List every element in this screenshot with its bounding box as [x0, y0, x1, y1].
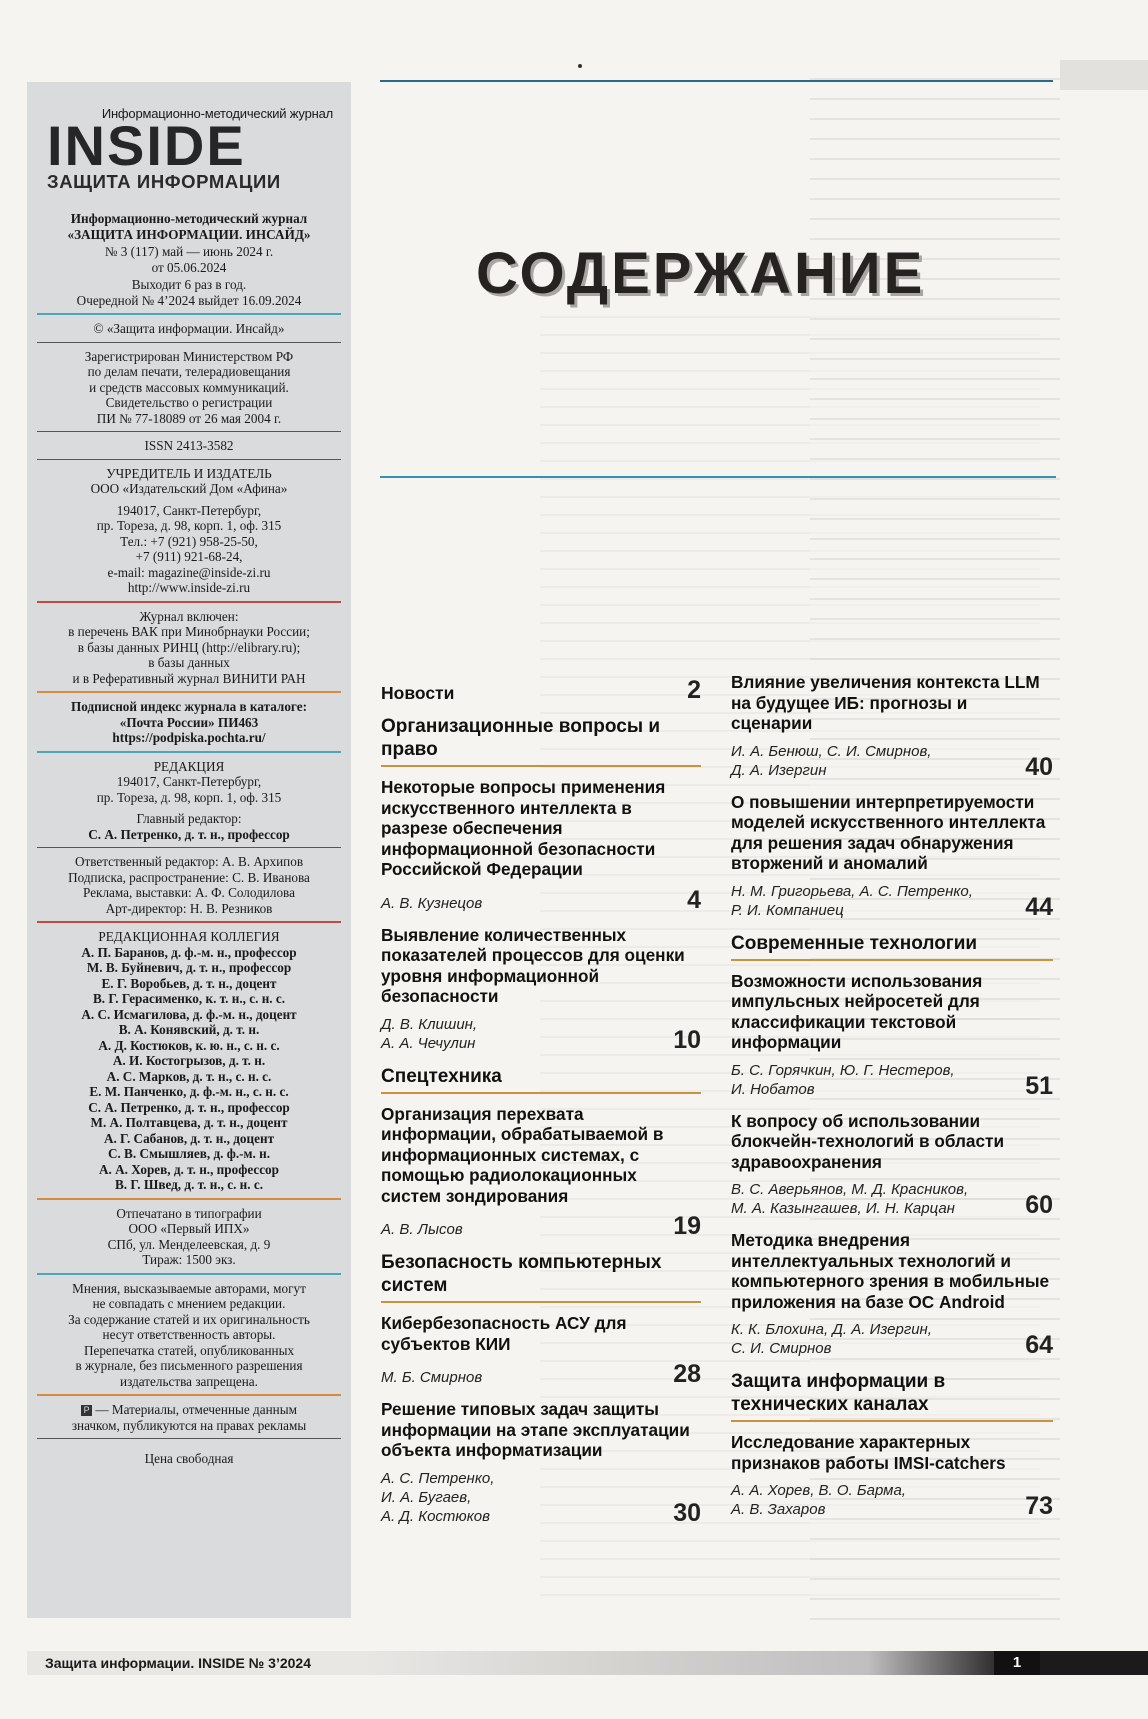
article-authors: А. А. Хорев, В. О. Барма, А. В. Захаров [731, 1482, 906, 1518]
article-title: К вопросу об использовании блокчейн-технологий в области здравоохранения [731, 1110, 1005, 1172]
separator [37, 691, 341, 693]
toc-entry[interactable] [731, 1432, 1053, 1519]
separator [37, 847, 341, 848]
advertising-icon: Р [81, 1405, 92, 1416]
toc-entry[interactable] [731, 971, 1053, 1099]
journal-logo: INSIDE [47, 114, 246, 177]
section-heading: Защита информации в технических каналах [731, 1370, 1053, 1422]
article-authors: Б. С. Горячкин, Ю. Г. Нестеров, И. Нобатов [731, 1061, 955, 1098]
masthead-sidebar: Информационно-методический журнал INSIDE ЗАЩИТА ИНФОРМАЦИИ Информационно-методический журнал «ЗАЩИТА ИНФОРМАЦИИ. ИНСАЙД» № 3 (117) май — июнь 2024 г. от 05.06.2024 Выходит 6 раз в год. Очередной № 4’2024 выйдет 16.09.2024 © «Защита информации. Инсайд» Зарегистрирован Министерством РФ по делам печати, телерадиовещания и средств массовых коммуникаций. Свидетельство о регистрации ПИ № 77-18089 от 26 мая 2004 г. ISSN 2413-3582 УЧРЕДИТЕЛЬ И ИЗДАТЕЛЬ ООО «Издательский Дом «Афина» 194017, Санкт-Петербург, пр. Тореза, д. 98, корп. 1, оф. 315 Тел.: +7 (921) 958-25-50, +7 (911) 921-68-24, e-mail: magazine@inside-zi.ru http://www.inside-zi.ru Журнал включен: в перечень ВАК при Минобрнауки России; в базы данных РИНЦ (http://elibrary.ru); в базы данных и в Реферативный журнал ВИНИТИ РАН Подписной индекс журнала в каталоге: «Почта России» ПИ463 https://podpiska.pochta.ru/ РЕДАКЦИЯ 194017, Санкт-Петербург, пр. Тореза, д. 98, корп. 1, оф. 315 Главный редактор: С. А. Петренко, д. т. н., профессор Ответственный редактор: А. В. Архипов Подписка, распространение: С. В. Иванова Реклама, выставки: А. Ф. Солодилова Арт-директор: Н. В. Резников РЕДАКЦИОННАЯ КОЛЛЕГИЯ А. П. Баранов, д. ф.-м. н., профессор М. В. Буйневич, д. т. н., профессор Е. Г. Воробьев, д. т. н., доцент В. Г. Герасименко, к. т. н., с. н. с. А. С. Исмагилова, д. ф.-м. н., доцент В. А. Конявский, д. т. н. А. Д. Костюков, к. ю. н., с. н. с. А. И. Костогрызов, д. т. н. А. С. Марков, д. т. н., с. н. с. Е. М. Панченко, д. ф.-м. н., с. н. с. С. А. Петренко, д. т. н., профессор М. А. Полтавцева, д. т. н., доцент А. Г. Сабанов, д. т. н., доцент С. В. Смышляев, д. ф.-м. н. А. А. Хорев, д. т. н., профессор В. Г. Швед, д. т. н., с. н. с. Отпечатано в типографии ООО «Первый ИПХ» СПб, ул. Менделеевская, д. 9 Тираж: 1500 экз. Мнения, высказываемые авторами, могут не совпадать с мнением редакции. За содержание статей и их оригинальность несут ответственность авторы. Перепечатка статей, опубликованных в журнале, без письменного разрешения издательства запрещена. Р — Материалы, отмеченные данным значком, публикуются на правах рекламы Цена свободная [27, 82, 351, 1618]
top-rule [380, 80, 1053, 82]
section-heading: Современные технологии [731, 932, 1053, 961]
founder-title: УЧРЕДИТЕЛЬ И ИЗДАТЕЛЬ [106, 465, 272, 481]
article-authors: А. В. Лысов [381, 1221, 463, 1238]
disclaimer: Мнения, высказываемые авторами, могут не совпадать с мнением редакции. За содержание статей и их оригинальность несут ответственность авторы. Перепечатка статей, опубликованных в журнале, без письменного разрешения издательства запрещена. [68, 1280, 310, 1389]
registration-info: Зарегистрирован Министерством РФ по делам печати, телерадиовещания и средств массовых коммуникаций. Свидетельство о регистрации ПИ № 77-18089 от 26 мая 2004 г. [84, 348, 294, 426]
article-authors: И. А. Бенюш, С. И. Смирнов, Д. А. Изергин [731, 742, 932, 779]
article-authors: Д. В. Клишин, А. А. Чечулин [381, 1015, 478, 1052]
subscription-info: Подписной индекс журнала в каталоге: «Почта России» ПИ463 https://podpiska.pochta.ru/ [71, 699, 307, 745]
staff-list: Ответственный редактор: А. В. Архипов Подписка, распространение: С. В. Иванова Реклама, выставки: А. Ф. Солодилова Арт-директор: Н. В. Резников [68, 854, 310, 916]
page-number: 19 [673, 1212, 701, 1240]
price: Цена свободная [144, 1451, 234, 1466]
website-url: http://www.inside-zi.ru [127, 580, 251, 595]
page-number: 10 [673, 1025, 701, 1054]
section-heading: Безопасность компьютерных систем [381, 1251, 701, 1303]
editorial-title: РЕДАКЦИЯ [153, 758, 225, 774]
copyright: © «Защита информации. Инсайд» [93, 321, 285, 336]
article-authors: А. С. Петренко, И. А. Бугаев, А. Д. Костюков [381, 1469, 495, 1525]
separator [37, 459, 341, 460]
toc-entry-news[interactable]: Новости 2 [381, 676, 701, 704]
article-title: Организация перехвата информации, обрабатываемой в информационных системах, с помощью радиолокационных систем зондирования [381, 1103, 664, 1206]
article-title: Решение типовых задач защиты информации на этапе эксплуатации объекта информатизации [381, 1399, 690, 1460]
article-title: Выявление количественных показателей процессов для оценки уровня информационной безопасности [381, 924, 685, 1006]
section-heading: Спецтехника [381, 1065, 701, 1094]
toc-entry[interactable] [381, 925, 701, 1053]
page-number: 28 [673, 1360, 701, 1388]
toc-entry[interactable] [731, 1230, 1053, 1358]
separator [37, 751, 341, 753]
article-authors: В. С. Аверьянов, М. Д. Красников, М. А. Казынгашев, И. Н. Карцан [731, 1181, 969, 1217]
separator [37, 1198, 341, 1200]
toc-left-column [381, 678, 701, 1538]
toc-entry[interactable] [381, 777, 701, 913]
page-number: 40 [1025, 752, 1053, 781]
separator [37, 1273, 341, 1275]
page-footer [27, 1651, 1148, 1675]
separator [37, 342, 341, 343]
toc-entry[interactable] [731, 672, 1053, 780]
page-number: 64 [1025, 1331, 1053, 1359]
advertising-note: Р — Материалы, отмеченные данным значком, публикуются на правах рекламы [71, 1402, 307, 1433]
frequency-info: Выходит 6 раз в год. Очередной № 4’2024 выйдет 16.09.2024 [76, 277, 302, 308]
page-number: 51 [1025, 1071, 1053, 1100]
article-title: Кибербезопасность АСУ для субъектов КИИ [381, 1313, 627, 1354]
article-authors: К. К. Блохина, Д. А. Изергин, С. И. Смирнов [731, 1321, 932, 1357]
print-speck [578, 64, 582, 68]
journal-type: Информационно-методический журнал [101, 106, 333, 121]
page-number: 44 [1025, 892, 1053, 921]
toc-entry[interactable] [381, 1104, 701, 1240]
article-authors: Н. М. Григорьева, А. С. Петренко, Р. И. Компаниец [731, 882, 973, 919]
founder-address: 194017, Санкт-Петербург, пр. Тореза, д. 98, корп. 1, оф. 315 Тел.: +7 (921) 958-25-50, +7 (911) 921-68-24, e-mail: magazine@inside-zi.ru http://www.inside-zi.ru [27, 503, 351, 596]
separator [37, 1394, 341, 1396]
article-title: Исследование характерных признаков работы IMSI-catchers [731, 1432, 1006, 1473]
page-number: 30 [673, 1498, 701, 1527]
separator [37, 313, 341, 315]
title-rule [380, 476, 1056, 478]
toc-entry[interactable] [381, 1313, 701, 1387]
founder-name: ООО «Издательский Дом «Афина» [90, 481, 288, 496]
editorial-board-list: А. П. Баранов, д. ф.-м. н., профессор М. В. Буйневич, д. т. н., профессор Е. Г. Воробьев, д. т. н., доцент В. Г. Герасименко, к. т. н., с. н. с. А. С. Исмагилова, д. ф.-м. н., доцент В. А. Конявский, д. т. н. А. Д. Костюков, к. ю. н., с. н. с. А. И. Костогрызов, д. т. н. А. С. Марков, д. т. н., с. н. с. Е. М. Панченко, д. ф.-м. н., с. н. с. С. А. Петренко, д. т. н., профессор М. А. Полтавцева, д. т. н., доцент А. Г. Сабанов, д. т. н., доцент С. В. Смышляев, д. ф.-м. н. А. А. Хорев, д. т. н., профессор В. Г. Швед, д. т. н., с. н. с. [81, 944, 297, 1192]
page-number: 4 [687, 885, 701, 914]
toc-right-column [731, 672, 1053, 1531]
bleed-through-header [1060, 60, 1148, 90]
toc-entry[interactable] [731, 792, 1053, 920]
article-title: Влияние увеличения контекста LLM на будущее ИБ: прогнозы и сценарии [731, 672, 1040, 733]
page-title: СОДЕРЖАНИЕ [476, 241, 926, 306]
article-title: Некоторые вопросы применения искусственного интеллекта в разрезе обеспечения информационной безопасности Российской Федерации [381, 777, 666, 879]
article-title: Методика внедрения интеллектуальных технологий и компьютерного зрения в мобильные приложения на базе ОС Android [731, 1230, 1050, 1312]
footer-page-number: 1 [994, 1651, 1040, 1675]
toc-entry[interactable] [731, 1111, 1053, 1219]
separator [37, 431, 341, 432]
footer-journal-title: Защита информации. INSIDE № 3’2024 [45, 1655, 311, 1671]
separator [37, 921, 341, 923]
issn: ISSN 2413-3582 [144, 438, 234, 453]
chief-editor-name: С. А. Петренко, д. т. н., профессор [88, 826, 290, 842]
chief-editor-label: Главный редактор: [136, 811, 242, 826]
article-title: Возможности использования импульсных нейросетей для классификации текстовой информации [731, 970, 983, 1052]
article-title: О повышении интерпретируемости моделей искусственного интеллекта для решения задач обнаружения вторжений и аномалий [731, 791, 1046, 873]
issue-info: № 3 (117) май — июнь 2024 г. от 05.06.2024 [104, 244, 274, 275]
page-number: 60 [1025, 1191, 1053, 1219]
article-authors: А. В. Кузнецов [381, 894, 483, 912]
separator [37, 601, 341, 603]
board-title: РЕДАКЦИОННАЯ КОЛЛЕГИЯ [98, 929, 280, 944]
article-authors: М. Б. Смирнов [381, 1369, 483, 1386]
page-number: 2 [687, 676, 701, 704]
separator [37, 1438, 341, 1439]
toc-entry[interactable] [381, 1399, 701, 1526]
section-heading: Организационные вопросы и право [381, 715, 701, 767]
journal-logo-subtitle: ЗАЩИТА ИНФОРМАЦИИ [47, 171, 281, 192]
journal-full-name: Информационно-методический журнал «ЗАЩИТА ИНФОРМАЦИИ. ИНСАЙД» [67, 211, 311, 242]
indexing-info: Журнал включен: в перечень ВАК при Минобрнауки России; в базы данных РИНЦ (http://elibrary.ru); в базы данных и в Реферативный журнал ВИНИТИ РАН [68, 608, 310, 686]
contact-email: e-mail: magazine@inside-zi.ru [107, 564, 271, 580]
page-number: 73 [1025, 1492, 1053, 1520]
printing-info: Отпечатано в типографии ООО «Первый ИПХ» СПб, ул. Менделеевская, д. 9 Тираж: 1500 экз. [107, 1205, 271, 1267]
